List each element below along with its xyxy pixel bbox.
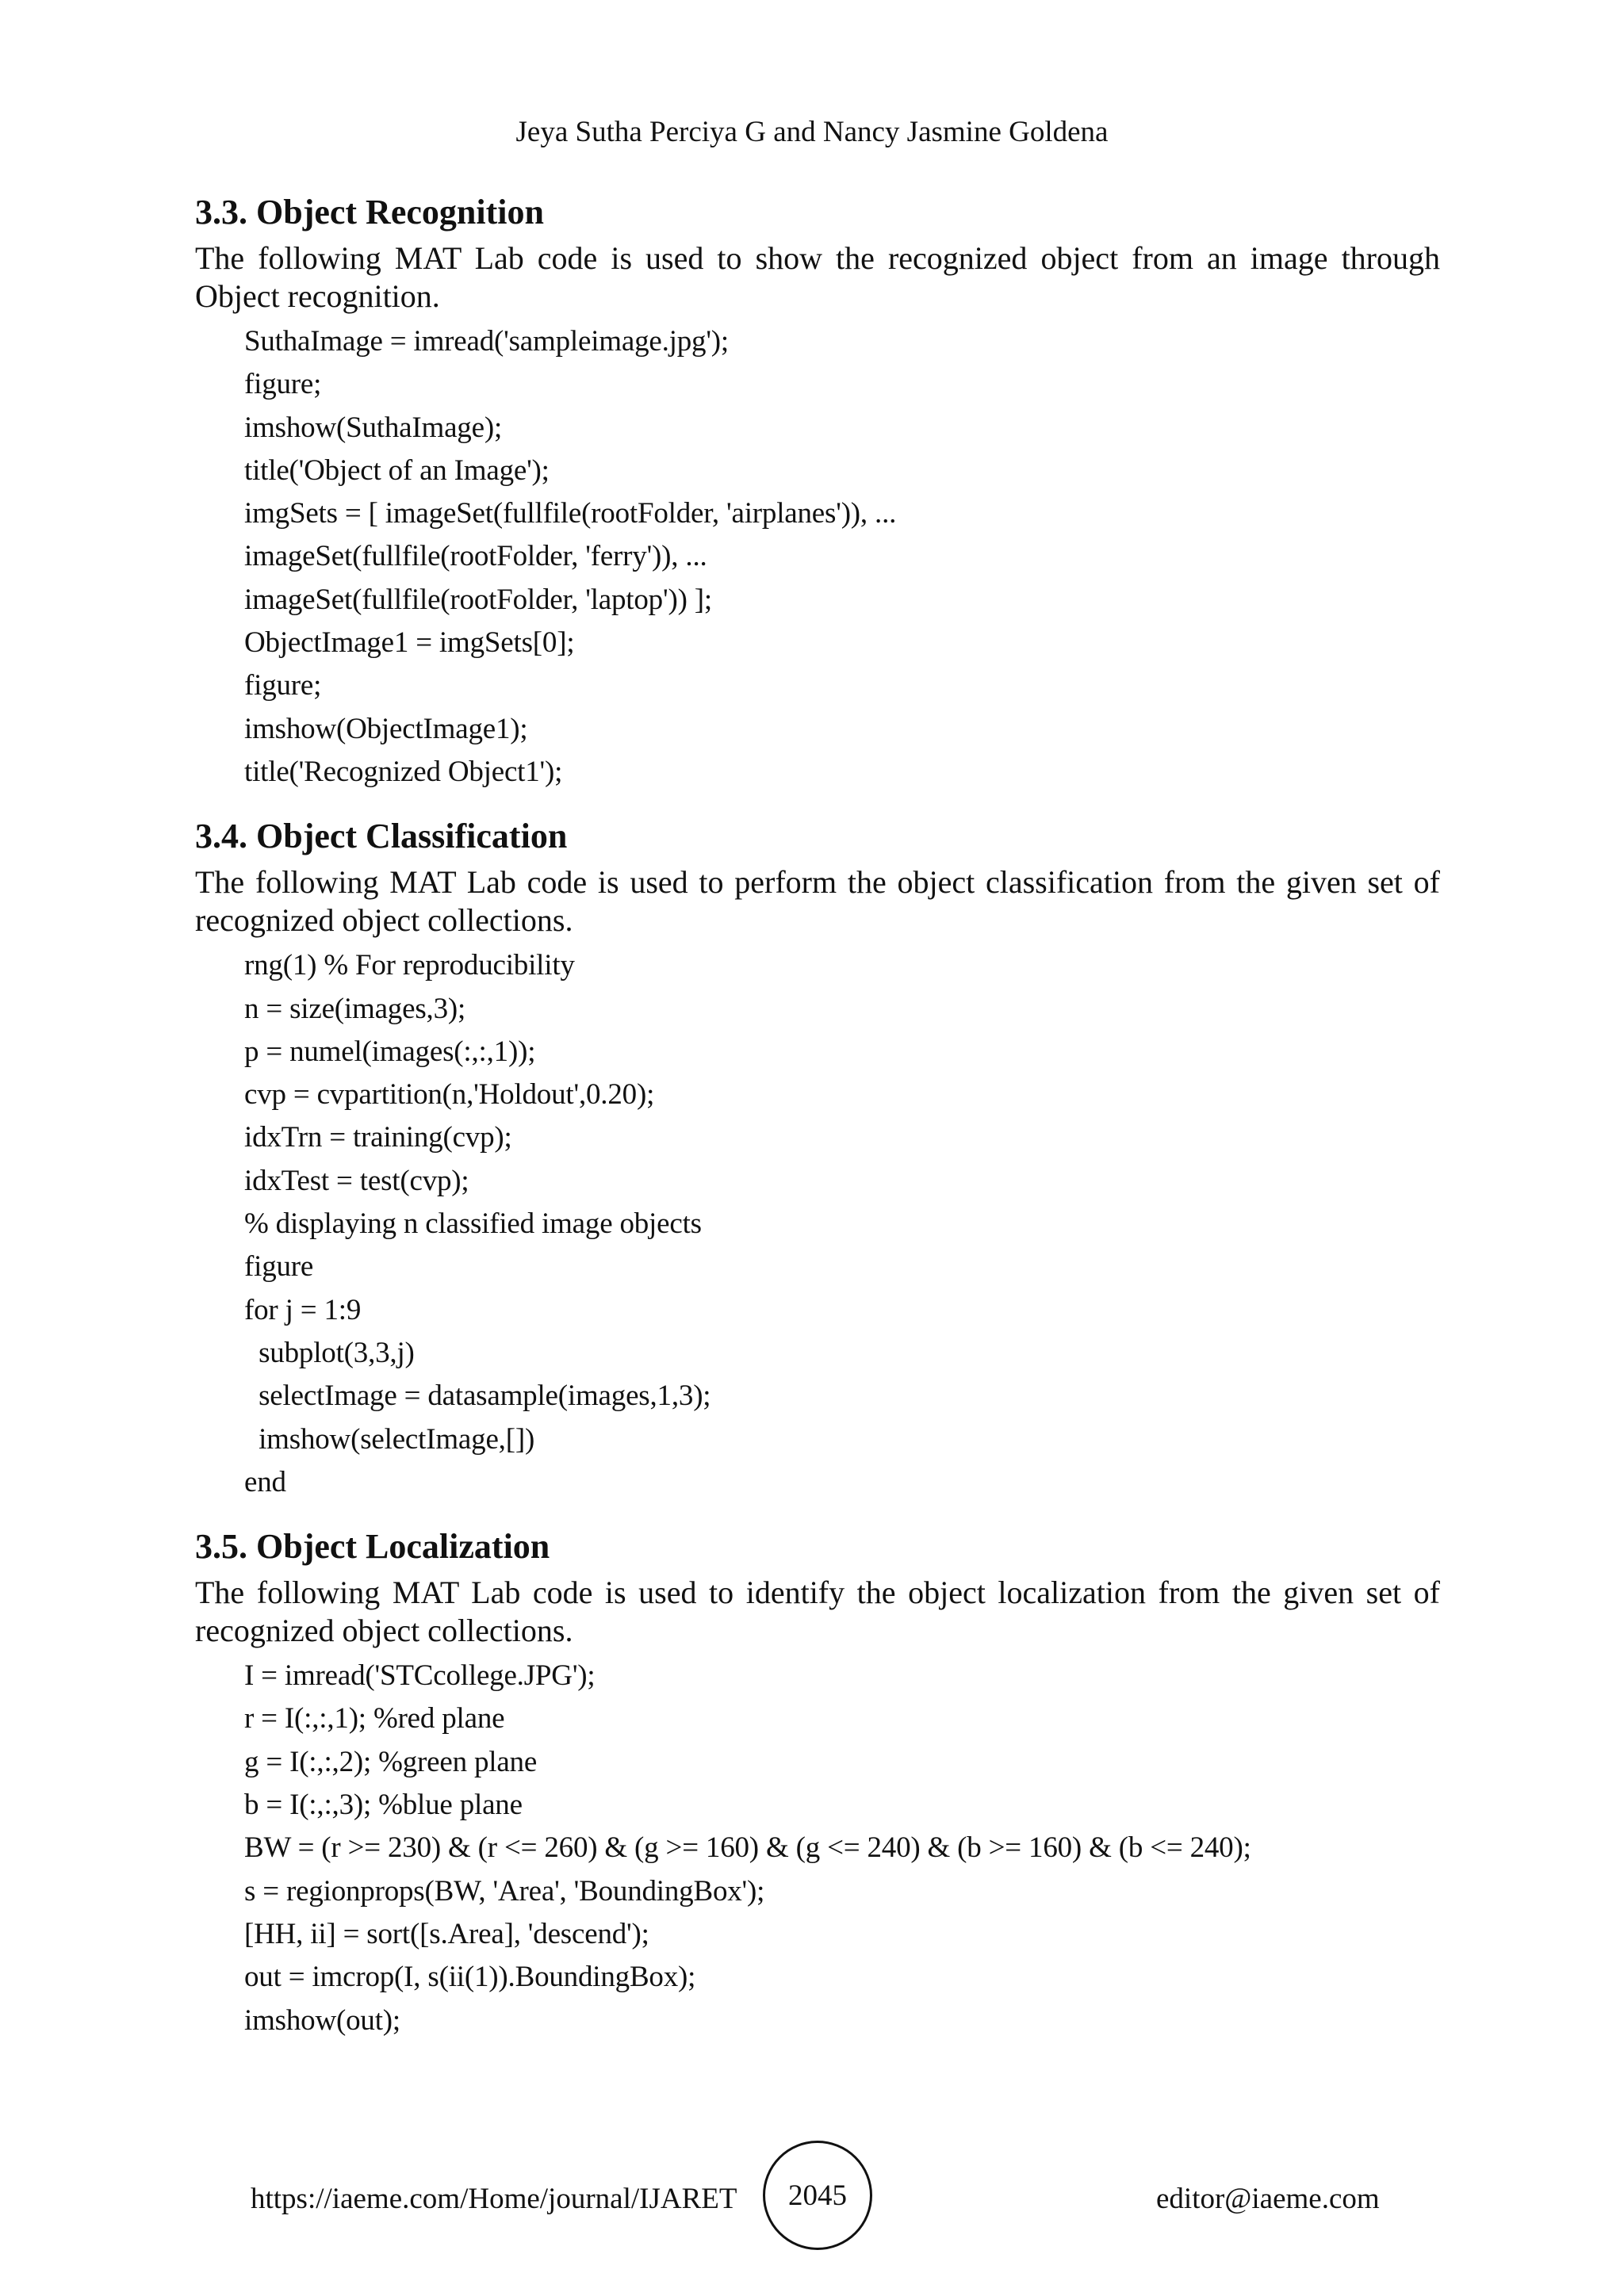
- code-line: figure;: [244, 669, 322, 702]
- section-paragraph: The following MAT Lab code is used to perform the object classification from the given set of recognized object collections.: [195, 864, 1440, 939]
- code-line: I = imread('STCcollege.JPG');: [244, 1659, 596, 1693]
- code-line: g = I(:,:,2); %green plane: [244, 1745, 538, 1778]
- code-line: imshow(SuthaImage);: [244, 411, 503, 444]
- section-object-recognition: [195, 190, 1440, 794]
- code-line: rng(1) % For reproducibility: [244, 949, 575, 982]
- code-block: [244, 320, 1440, 794]
- code-line: imgSets = [ imageSet(fullfile(rootFolder, 'airplanes')), ...: [244, 497, 897, 530]
- code-line: [HH, ii] = sort([s.Area], 'descend');: [244, 1917, 649, 1950]
- code-line: % displaying n classified image objects: [244, 1207, 702, 1241]
- code-line: p = numel(images(:,:,1));: [244, 1035, 536, 1068]
- section-heading: 3.4. Object Classification: [195, 817, 568, 856]
- code-line: imageSet(fullfile(rootFolder, 'laptop')) ];: [244, 583, 712, 616]
- code-line: figure: [244, 1250, 314, 1284]
- code-line: n = size(images,3);: [244, 992, 466, 1025]
- code-line: for j = 1:9: [244, 1293, 362, 1326]
- code-line: s = regionprops(BW, 'Area', 'BoundingBox');: [244, 1874, 765, 1908]
- code-line: figure;: [244, 368, 322, 401]
- code-line: idxTrn = training(cvp);: [244, 1121, 512, 1154]
- code-line: imshow(ObjectImage1);: [244, 712, 528, 745]
- code-line: ObjectImage1 = imgSets[0];: [244, 626, 575, 660]
- main-content: [195, 190, 1440, 2063]
- code-block: [244, 944, 1440, 1504]
- code-line: idxTest = test(cvp);: [244, 1164, 469, 1197]
- section-object-localization: [195, 1525, 1440, 2042]
- code-line: title('Recognized Object1');: [244, 755, 563, 788]
- section-object-classification: [195, 814, 1440, 1504]
- code-line: r = I(:,:,1); %red plane: [244, 1702, 505, 1735]
- code-line: subplot(3,3,j): [244, 1336, 415, 1369]
- section-heading: 3.3. Object Recognition: [195, 193, 544, 232]
- section-paragraph: The following MAT Lab code is used to show the recognized object from an image through Object recognition.: [195, 240, 1440, 314]
- code-line: end: [244, 1465, 286, 1498]
- code-line: out = imcrop(I, s(ii(1)).BoundingBox);: [244, 1961, 696, 1994]
- section-heading: 3.5. Object Localization: [195, 1527, 550, 1567]
- page-number-badge: [763, 2141, 872, 2250]
- code-line: imshow(selectImage,[]): [244, 1422, 535, 1456]
- editor-email-link[interactable]: editor@iaeme.com: [1156, 2183, 1380, 2215]
- page-footer: [0, 2141, 1624, 2260]
- code-line: cvp = cvpartition(n,'Holdout',0.20);: [244, 1078, 655, 1112]
- code-block: [244, 1655, 1440, 2042]
- journal-url-link[interactable]: https://iaeme.com/Home/journal/IJARET: [251, 2183, 737, 2215]
- code-line: imageSet(fullfile(rootFolder, 'ferry')), ...: [244, 540, 707, 573]
- code-line: imshow(out);: [244, 2003, 400, 2037]
- section-paragraph: The following MAT Lab code is used to identify the object localization from the given set of recognized object collections.: [195, 1575, 1440, 1649]
- code-line: BW = (r >= 230) & (r <= 260) & (g >= 160) & (g <= 240) & (b >= 160) & (b <= 240);: [244, 1831, 1251, 1865]
- code-line: SuthaImage = imread('sampleimage.jpg');: [244, 325, 730, 358]
- code-line: title('Object of an Image');: [244, 453, 550, 487]
- running-header-authors: Jeya Sutha Perciya G and Nancy Jasmine Goldena: [515, 116, 1109, 148]
- code-line: b = I(:,:,3); %blue plane: [244, 1789, 523, 1822]
- page-number: 2045: [788, 2179, 847, 2212]
- code-line: selectImage = datasample(images,1,3);: [244, 1380, 711, 1413]
